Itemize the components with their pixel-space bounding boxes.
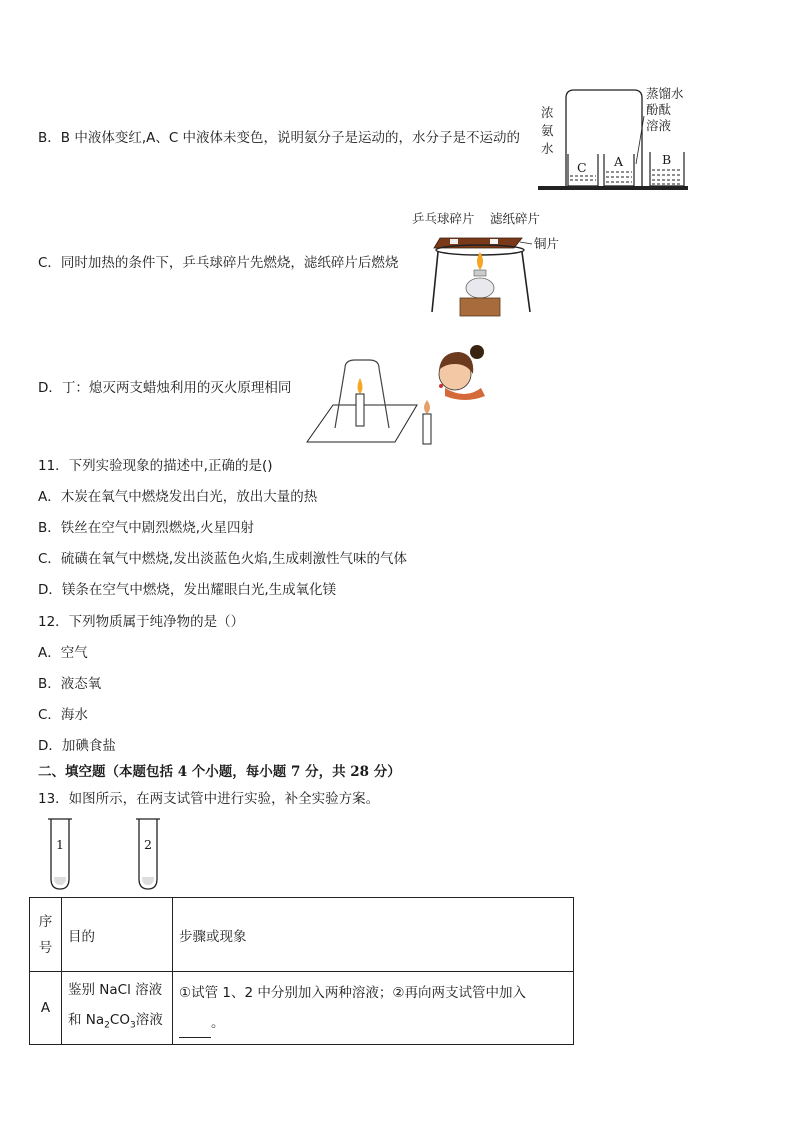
q11-stem: 11．下列实验现象的描述中,正确的是() bbox=[38, 458, 273, 474]
tube-2-label: 2 bbox=[144, 837, 152, 852]
purpose-na: 和 Na bbox=[68, 1012, 105, 1029]
experiment-table bbox=[29, 897, 574, 1045]
option-d: D．丁：熄灭两支蜡烛利用的灭火原理相同 bbox=[38, 380, 292, 396]
ammonia-label-1: 浓 bbox=[541, 105, 554, 120]
option-b: B．B 中液体变红,A、C 中液体未变色，说明氨分子是运动的，水分子是不运动的 bbox=[38, 130, 521, 146]
phenolphthalein-label: 酚酞 bbox=[646, 102, 672, 117]
q13-stem: 13．如图所示，在两支试管中进行实验，补全实验方案。 bbox=[38, 791, 380, 807]
beaker-b-label: B bbox=[662, 152, 672, 167]
table-row bbox=[30, 972, 574, 1045]
test-tubes-figure bbox=[48, 815, 168, 893]
table-header-row bbox=[30, 898, 574, 972]
row-steps bbox=[173, 972, 574, 1045]
q11-option-d: D．镁条在空气中燃烧，发出耀眼白光,生成氧化镁 bbox=[38, 582, 337, 598]
filter-paper-label: 滤纸碎片 bbox=[490, 211, 541, 226]
ammonia-label-3: 水 bbox=[541, 141, 554, 156]
beaker-c-label: C bbox=[577, 160, 587, 175]
q11-option-b: B．铁丝在空气中剧烈燃烧,火星四射 bbox=[38, 520, 255, 536]
beaker-a-label: A bbox=[614, 154, 624, 169]
purpose-sub-2: 2 bbox=[104, 1020, 110, 1031]
q12-option-d: D．加碘食盐 bbox=[38, 738, 116, 754]
q12-option-b: B．液态氧 bbox=[38, 676, 102, 692]
pingpong-label: 乒乓球碎片 bbox=[412, 211, 475, 226]
purpose-sub-3: 3 bbox=[129, 1020, 136, 1031]
q12-stem: 12．下列物质属于纯净物的是（） bbox=[38, 614, 245, 630]
purpose-line-1: 鉴别 NaCl 溶液 bbox=[68, 982, 163, 999]
answer-blank[interactable] bbox=[179, 1023, 211, 1038]
steps-line-end: 。 bbox=[211, 1015, 225, 1031]
tube-1-label: 1 bbox=[56, 837, 64, 852]
ammonia-label-2: 氨 bbox=[541, 123, 554, 138]
header-index-2: 号 bbox=[38, 939, 53, 956]
header-index bbox=[30, 898, 62, 972]
q11-option-a: A．木炭在氧气中燃烧发出白光，放出大量的热 bbox=[38, 489, 318, 505]
purpose-co: CO bbox=[109, 1012, 130, 1029]
distilled-water-label: 蒸馏水 bbox=[646, 86, 684, 101]
section-heading: 二、填空题（本题包括 4 个小题，每小题 7 分，共 28 分） bbox=[38, 764, 401, 780]
combustion-figure bbox=[410, 208, 570, 320]
row-purpose bbox=[62, 972, 173, 1045]
purpose-solution: 溶液 bbox=[135, 1012, 163, 1029]
steps-line-1: ①试管 1、2 中分别加入两种溶液；②再向两支试管中加入 bbox=[179, 985, 526, 1001]
option-c: C．同时加热的条件下，乒乓球碎片先燃烧，滤纸碎片后燃烧 bbox=[38, 255, 399, 271]
q12-option-c: C．海水 bbox=[38, 707, 88, 723]
solution-label: 溶液 bbox=[646, 118, 672, 133]
q12-option-a: A．空气 bbox=[38, 645, 88, 661]
ammonia-diffusion-figure bbox=[536, 84, 694, 194]
header-purpose: 目的 bbox=[62, 898, 173, 972]
candle-figure bbox=[305, 330, 495, 445]
q11-option-c: C．硫磺在氧气中燃烧,发出淡蓝色火焰,生成刺激性气味的气体 bbox=[38, 551, 408, 567]
row-id: A bbox=[30, 972, 62, 1045]
copper-label: 铜片 bbox=[534, 236, 560, 251]
header-index-1: 序 bbox=[38, 913, 53, 930]
header-steps: 步骤或现象 bbox=[173, 898, 574, 972]
